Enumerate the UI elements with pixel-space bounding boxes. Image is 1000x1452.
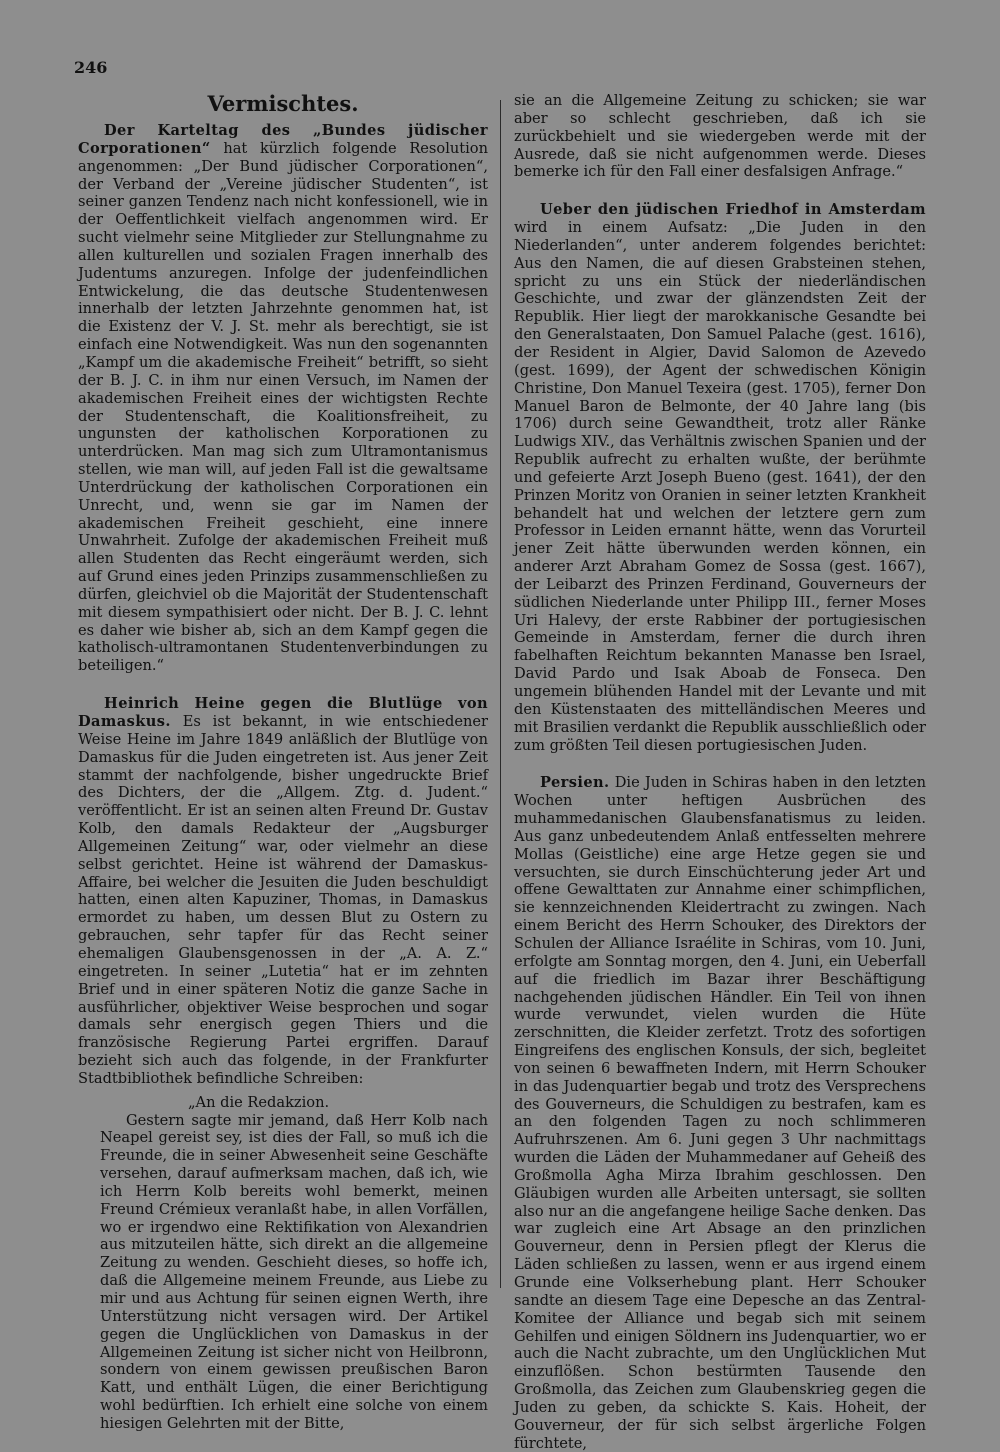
article-friedhof bbox=[514, 201, 926, 754]
letter-salutation: „An die Redakzion. bbox=[188, 1093, 330, 1111]
letter-block bbox=[78, 1112, 488, 1433]
letter-body: Gestern sagte mir jemand, daß Herr Kolb nach Neapel gereist sey, ist dies der Fall, so muß ich die Freunde, die in seiner Abwesenheit seine Geschäfte versehen, darauf aufmerksam machen, daß ich, wie ich Herrn Kolb bereits wohl bemerkt, meinen Freund Crémieux veranlaßt habe, in allen Vorfällen, wo er irgendwo eine Rektifikation von Alexandrien aus mitzuteilen hätte, sich direkt an die allgemeine Zeitung zu wenden. Geschieht dieses, so hoffe ich, daß die Allgemeine meinem Freunde, aus Liebe zu mir und aus Achtung für seinen eignen Werth, ihre Unterstützung nicht versagen wird. Der Artikel gegen die Unglücklichen von Damaskus in der Allgemeinen Zeitung ist sicher nicht von Heilbronn, sondern von einem gewissen preußischen Baron Katt, und enthält Lügen, die einer Berichtigung wohl bedürftien. Ich erhielt eine solche von einem hiesigen Gelehrten mit der Bitte, bbox=[100, 1111, 488, 1432]
article-persien-body: Die Juden in Schiras haben in den letzten Wochen unter heftigen Ausbrüchen des muhammedanischen Glaubensfanatismus zu leiden. Aus ganz unbedeutendem Anlaß entfesselten mehrere Mollas (Geistliche) eine arge Hetze gegen sie und versuchten, sie durch Einschüchterung jeder Art und offene Gewalttaten zur Annahme einer schimpflichen, sie kennzeichnenden Kleidertracht zu zwingen. Nach einem Bericht des Herrn Schouker, des Direktors der Schulen der Alliance Israélite in Schiras, vom 10. Juni, erfolgte am Sonntag morgen, den 4. Juni, ein Ueberfall auf die friedlich im Bazar ihrer Beschäftigung nachgehenden jüdischen Händler. Ein Teil von ihnen wurde verwundet, vielen wurden die Hüte zerschnitten, die Kleider zerfetzt. Trotz des sofortigen Eingreifens des englischen Konsuls, der sich, begleitet von seinen 6 bewaffneten Indern, mit Herrn Schouker in das Judenquartier begab und trotz des Versprechens des Gouverneurs, die Schuldigen zu bestrafen, kam es an den folgenden Tagen zu noch schlimmeren Aufruhrszenen. Am 6. Juni gegen 3 Uhr nachmittags wurden die Läden der Muhammedaner auf Geheiß des Großmolla Agha Mirza Ibrahim geschlossen. Den Gläubigen wurden alle Arbeiten untersagt, sie sollten also nur an die angefangene heilige Sache denken. Das war zugleich eine Art Absage an den prinzlichen Gouverneur, denn in Persien pflegt der Klerus die Läden schließen zu lassen, wenn er aus irgend einem Grunde eine Volkserhebung plant. Herr Schouker sandte an diesem Tage eine Depesche an das Zentral-Komitee der Alliance und begab sich mit seinem Gehilfen und einigen Söldnern ins Judenquartier, wo er auch die Nacht zubrachte, um den Unglücklichen Mut einzuflößen. Schon bestürmten Tausende den Großmolla, das Zeichen zum Glaubenskrieg gegen die Juden zu geben, da schickte S. Kais. Hoheit, der Gouverneur, der für sich selbst ärgerliche Folgen fürchtete, bbox=[514, 774, 926, 1452]
article-persien-heading: Persien. bbox=[540, 774, 610, 792]
spacer bbox=[514, 181, 926, 201]
article-heine-heading: Heinrich Heine gegen die Blutlüge von Damaskus. bbox=[78, 695, 488, 730]
spacer bbox=[78, 675, 488, 695]
letter-continuation: sie an die Allgemeine Zeitung zu schicken; sie war aber so schlecht geschrieben, daß ich sie zurückbehielt und sie wiedergeben werde mit der Ausrede, daß sie nicht aufgenommen werde. Dieses bemerke ich für den Fall einer desfalsigen Anfrage.“ bbox=[514, 92, 926, 181]
article-persien bbox=[514, 774, 926, 1452]
spacer bbox=[514, 754, 926, 774]
section-title: Vermischtes. bbox=[207, 91, 359, 116]
article-friedhof-heading: Ueber den jüdischen Friedhof in Amsterdam bbox=[540, 201, 926, 219]
article-heine bbox=[78, 695, 488, 1088]
right-column bbox=[514, 92, 926, 1452]
article-kartelltag-body: hat kürzlich folgende Resolution angenommen: „Der Bund jüdischer Corporationen“, der Verband der „Vereine jüdischer Studenten“, ist seiner ganzen Tendenz nach nicht konfessionell, wie in der Oeffentlichkeit vielfach angenommen wird. Er sucht vielmehr seine Mitglieder zur Stellungnahme zu allen kulturellen und sozialen Fragen innerhalb des Judentums anzuregen. Infolge der judenfeindlichen Entwickelung, die das deutsche Studentenwesen innerhalb der letzten Jahrzehnte genommen hat, ist die Existenz der V. J. St. mehr als berechtigt, sie ist einfach eine Notwendigkeit. Was nun den sogenannten „Kampf um die akademische Freiheit“ betrifft, so sieht der B. J. C. in ihm nur einen Versuch, im Namen der akademischen Freiheit eines der wichtigsten Rechte der Studentenschaft, die Koalitionsfreiheit, zu ungunsten der katholischen Korporationen zu unterdrücken. Man mag sich zum Ultramontanismus stellen, wie man will, auf jeden Fall ist die gewaltsame Unterdrückung der katholischen Corporationen ein Unrecht, und, wenn sie gar im Namen der akademischen Freiheit geschieht, eine innere Unwahrheit. Zufolge der akademischen Freiheit muß allen Studenten das Recht eingeräumt werden, sich auf Grund eines jeden Prinzips zusammenschließen zu dürfen, gleichviel ob die Majorität der Studentenschaft mit diesem sympathisiert oder nicht. Der B. J. C. lehnt es daher wie bisher ab, sich an dem Kampf gegen die katholisch-ultramontanen Studentenverbindungen zu beteiligen.“ bbox=[78, 139, 488, 675]
page-number: 246 bbox=[74, 58, 108, 77]
left-column bbox=[78, 92, 488, 1433]
article-friedhof-body: wird in einem Aufsatz: „Die Juden in den Niederlanden“, unter anderem folgendes berichtet: Aus den Namen, die auf diesen Grabsteinen stehen, spricht zu uns ein Stück der niederländischen Geschichte, und zwar der glänzendsten Zeit der Republik. Hier liegt der marokkanische Gesandte bei den Generalstaaten, Don Samuel Palache (gest. 1616), der Resident in Algier, David Salomon de Azevedo (gest. 1699), der Agent der schwedischen Königin Christine, Don Manuel Texeira (gest. 1705), ferner Don Manuel Baron de Belmonte, der 40 Jahre lang (bis 1706) durch seine Gewandtheit, trotz aller Ränke Ludwigs XIV., das Verhältnis zwischen Spanien und der Republik aufrecht zu erhalten wußte, der berühmte und gefeierte Arzt Joseph Bueno (gest. 1641), der den Prinzen Moritz von Oranien in seiner letzten Krankheit behandelt hat und welchen der letztere gern zum Professor in Leiden ernannt hätte, wenn das Vorurteil jener Zeit hätte überwunden werden können, ein anderer Arzt Abraham Gomez de Sossa (gest. 1667), der Leibarzt des Prinzen Ferdinand, Gouverneurs der südlichen Niederlande unter Philipp III., ferner Moses Uri Halevy, der erste Rabbiner der portugiesischen Gemeinde in Amsterdam, ferner die durch ihren fabelhaften Reichtum bekannten Manasse ben Israel, David Pardo und Isak Aboab de Fonseca. Den ungemein blühenden Handel mit der Levante und mit den Küstenstaaten des mittelländischen Meeres und mit Brasilien verdankt die Republik ausschließlich oder zum größten Teil diesen portugiesischen Juden. bbox=[514, 219, 926, 754]
article-kartelltag bbox=[78, 122, 488, 675]
article-heine-body: Es ist bekannt, in wie entschiedener Weise Heine im Jahre 1849 anläßlich der Blutlüge von Damaskus für die Juden eingetreten ist. Aus jener Zeit stammt der nachfolgende, bisher ungedruckte Brief des Dichters, der die „Allgem. Ztg. d. Judent.“ veröffentlicht. Er ist an seinen alten Freund Dr. Gustav Kolb, den damals Redakteur der „Augsburger Allgemeinen Zeitung“ war, oder vielmehr an diese selbst gerichtet. Heine ist während der Damaskus-Affaire, bei welcher die Jesuiten die Juden beschuldigt hatten, einen alten Kapuziner, Thomas, in Damaskus ermordet zu haben, um dessen Blut zu Ostern zu gebrauchen, sehr tapfer für das Recht seiner ehemaligen Glaubensgenossen in der „A. A. Z.“ eingetreten. In seiner „Lutetia“ hat er im zehnten Brief und in einer späteren Notiz die ganze Sache in ausführlicher, objektiver Weise besprochen und sogar damals sehr energisch gegen Thiers und die französische Regierung Partei ergriffen. Darauf bezieht sich auch das folgende, in der Frankfurter Stadtbibliothek befindliche Schreiben: bbox=[78, 713, 488, 1087]
column-divider bbox=[500, 100, 501, 1288]
article-kartelltag-heading: Der Karteltag des „Bundes jüdischer Corporationen“ bbox=[78, 122, 488, 157]
